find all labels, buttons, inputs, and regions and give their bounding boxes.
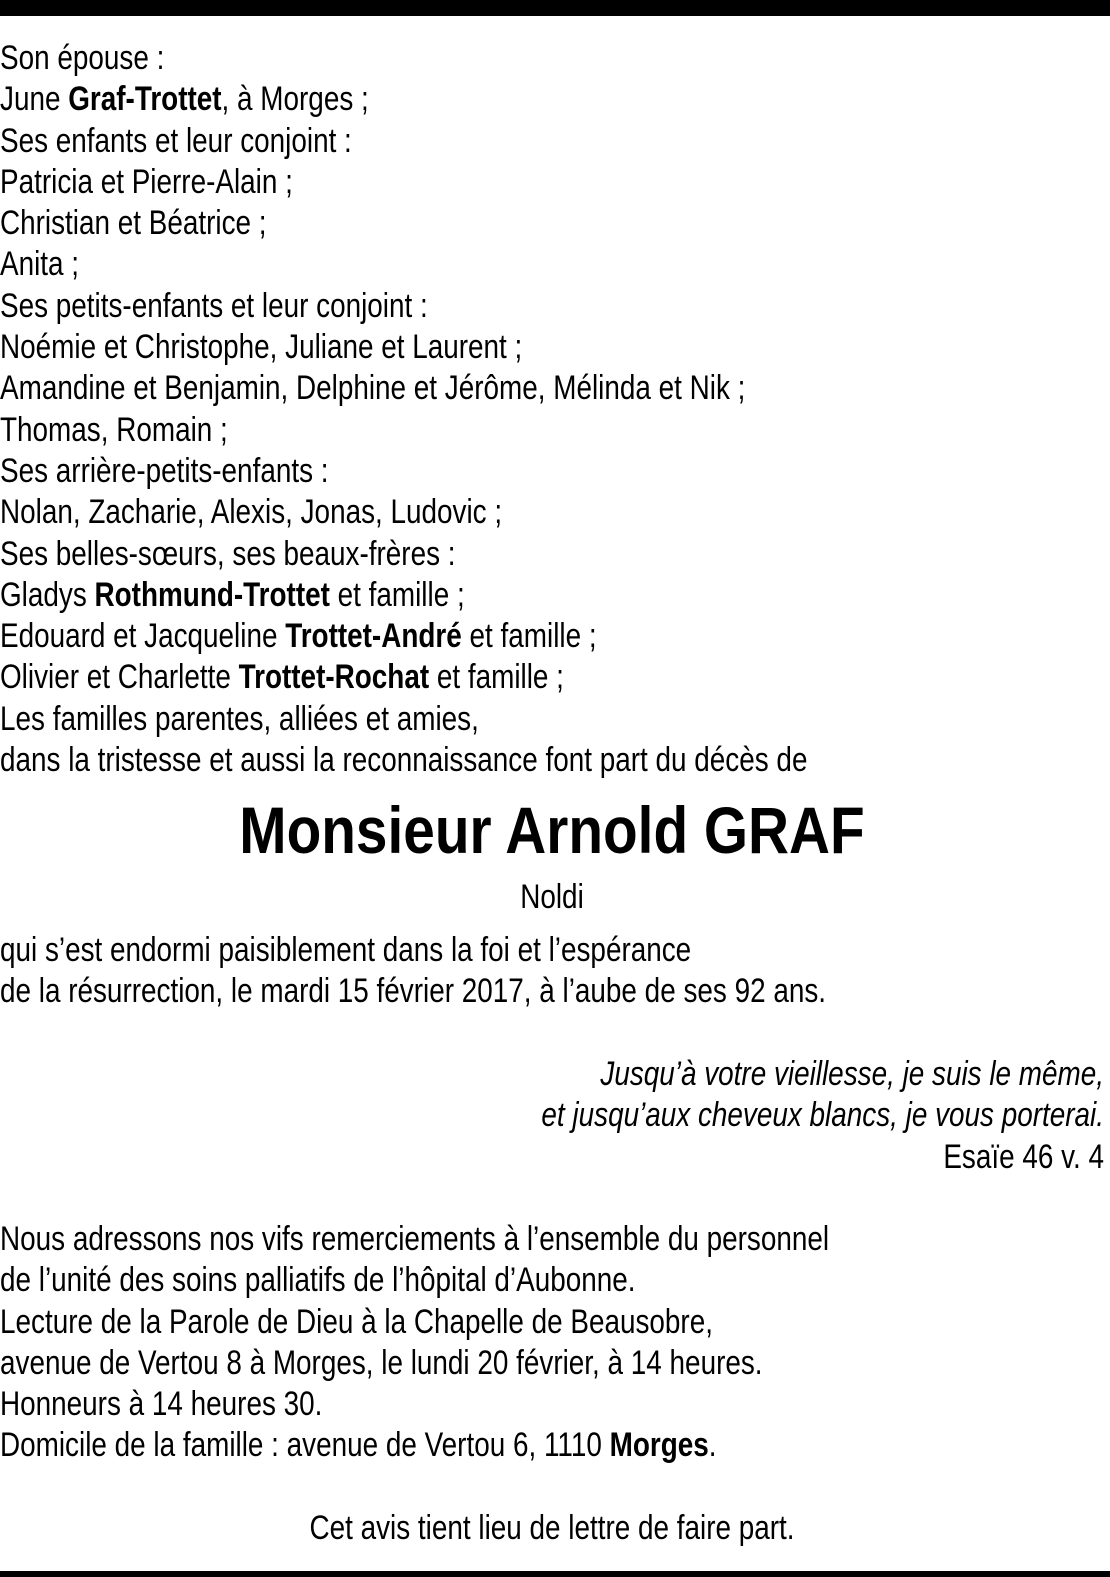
great-grandchildren-line: Nolan, Zacharie, Alexis, Jonas, Ludovic ;: [0, 493, 503, 532]
child-line: Christian et Béatrice ;: [0, 204, 267, 243]
in-law-suffix: et famille ;: [329, 575, 465, 614]
in-law-line: [0, 657, 905, 698]
bible-verse: [0, 1054, 1104, 1178]
address-line: [0, 1425, 905, 1466]
in-law-first-names: Edouard et Jacqueline: [0, 617, 286, 656]
announcement-line: dans la tristesse et aussi la reconnaissance font part du décès de: [0, 741, 808, 780]
service-line: Lecture de la Parole de Dieu à la Chapelle de Beausobre,: [0, 1302, 713, 1341]
death-line: de la résurrection, le mardi 15 février 2017, à l’aube de ses 92 ans.: [0, 972, 827, 1011]
spouse-heading: Son épouse :: [0, 39, 165, 77]
in-law-line: [0, 616, 905, 657]
death-statement: [0, 930, 1104, 1013]
closing-note: Cet avis tient lieu de lettre de faire part.: [309, 1509, 795, 1547]
child-line: Patricia et Pierre-Alain ;: [0, 162, 293, 201]
in-law-suffix: et famille ;: [461, 617, 597, 656]
spouse-line: [0, 79, 905, 120]
deceased-nickname: Noldi: [520, 878, 584, 916]
closing-block: [0, 1508, 1104, 1549]
honours-line: Honneurs à 14 heures 30.: [0, 1385, 323, 1424]
nickname-block: [0, 877, 1104, 918]
deceased-name: Monsieur Arnold GRAF: [239, 793, 865, 867]
thanks-and-service: [0, 1219, 1104, 1467]
verse-line: Jusqu’à votre vieillesse, je suis le même,: [600, 1055, 1104, 1093]
address-city: Morges: [609, 1426, 709, 1465]
in-law-surname: Trottet-Rochat: [238, 658, 430, 697]
children-heading: Ses enfants et leur conjoint :: [0, 121, 352, 160]
address-end: .: [708, 1426, 717, 1465]
in-law-line: [0, 575, 905, 616]
bottom-rule: [0, 1571, 1110, 1577]
in-law-surname: Trottet-André: [285, 617, 462, 656]
grandchild-line: Noémie et Christophe, Juliane et Laurent ;: [0, 328, 523, 367]
grandchildren-heading: Ses petits-enfants et leur conjoint :: [0, 286, 428, 325]
thanks-line: Nous adressons nos vifs remerciements à l’ensemble du personnel: [0, 1220, 830, 1258]
verse-line: et jusqu’aux cheveux blancs, je vous porterai.: [541, 1096, 1104, 1135]
family-list: [0, 38, 1104, 781]
in-law-surname: Rothmund-Trottet: [94, 575, 330, 614]
great-grandchildren-heading: Ses arrière-petits-enfants :: [0, 451, 329, 490]
verse-reference: Esaïe 46 v. 4: [943, 1137, 1104, 1176]
in-law-suffix: et famille ;: [429, 658, 564, 697]
top-rule: [0, 0, 1110, 16]
in-laws-heading: Ses belles-sœurs, ses beaux-frères :: [0, 534, 456, 573]
relatives-line: Les familles parentes, alliées et amies,: [0, 699, 479, 738]
service-line: avenue de Vertou 8 à Morges, le lundi 20 février, à 14 heures.: [0, 1343, 763, 1382]
spouse-first-name: June: [0, 80, 69, 119]
spouse-place: , à Morges ;: [221, 80, 369, 119]
child-line: Anita ;: [0, 245, 80, 284]
spouse-surname: Graf-Trottet: [68, 80, 222, 119]
death-line: qui s’est endormi paisiblement dans la foi et l’espérance: [0, 931, 692, 969]
in-law-first-names: Olivier et Charlette: [0, 658, 239, 697]
grandchild-line: Thomas, Romain ;: [0, 410, 228, 449]
in-law-first-names: Gladys: [0, 575, 95, 614]
address-street: Domicile de la famille : avenue de Vertou 6, 1110: [0, 1426, 610, 1465]
thanks-line: de l’unité des soins palliatifs de l’hôpital d’Aubonne.: [0, 1261, 636, 1300]
grandchild-line: Amandine et Benjamin, Delphine et Jérôme, Mélinda et Nik ;: [0, 369, 746, 408]
